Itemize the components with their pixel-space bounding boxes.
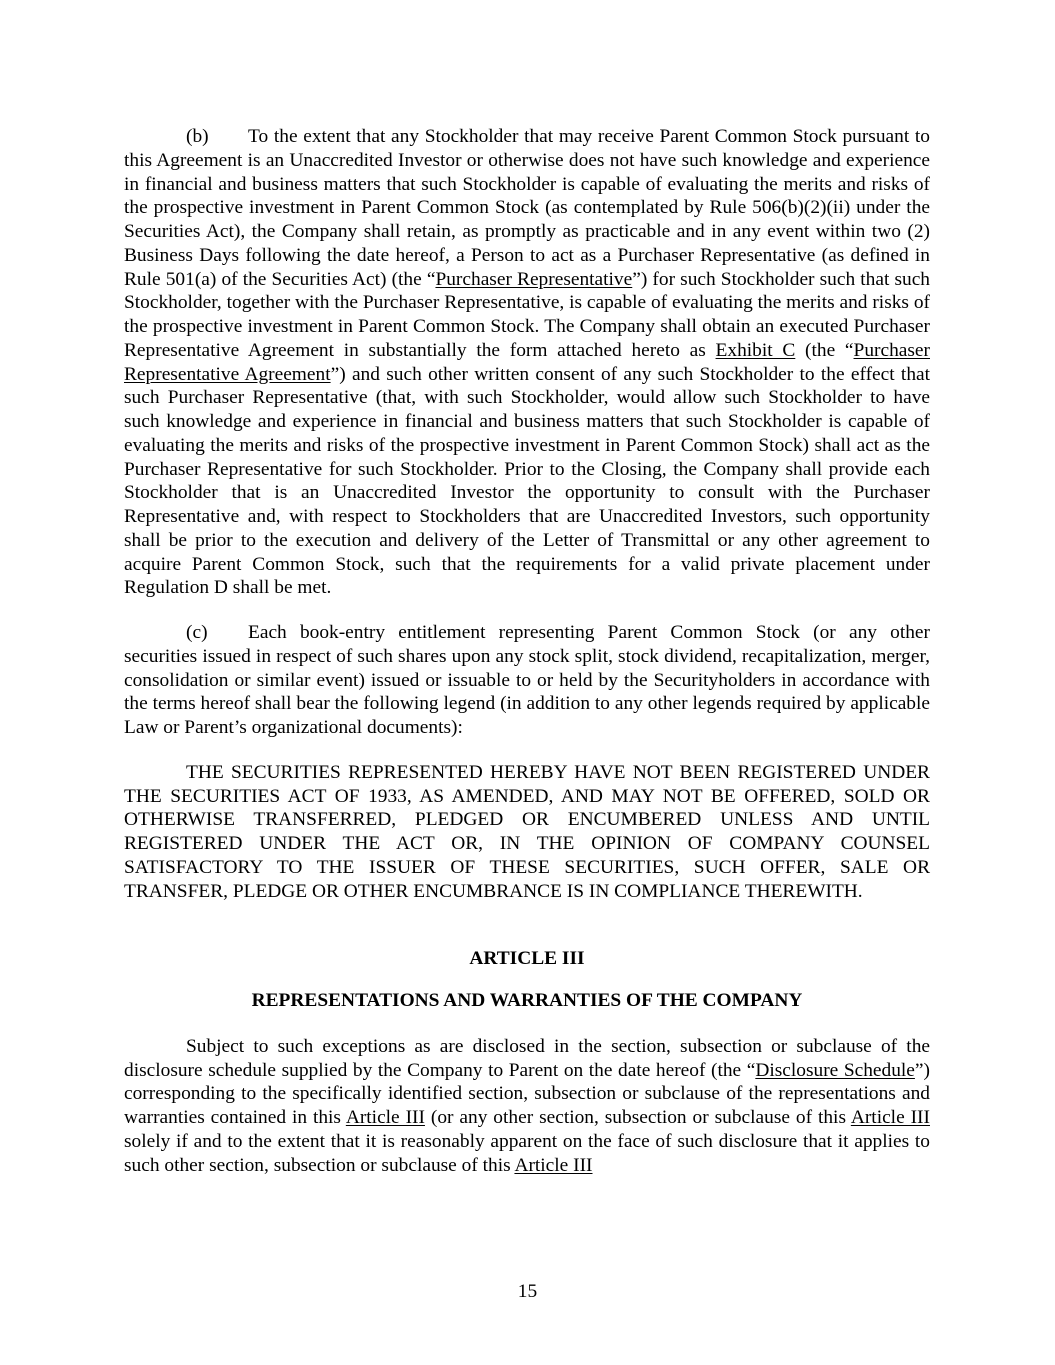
paragraph-b-label: (b) — [186, 126, 209, 147]
article-intro-paragraph — [124, 1035, 930, 1178]
paragraph-b-text-4: ”) and such other written consent of any such Stockholder to the effect that such Purchaser Representative (that, with such Stockholder, would allow such Stockholder to have such knowledge and experience in financial and business matters that such Stockholder is capable of evaluating the merits and risks of the prospective investment in Parent Common Stock) shall act as the Purchaser Representative for such Stockholder. Prior to the Closing, the Company shall provide each Stockholder that is an Unaccredited Investor the opportunity to consult with the Purchaser Representative and, with respect to Stockholders that are Unaccredited Investors, such opportunity shall be prior to the execution and delivery of the Letter of Transmittal or any other agreement to acquire Parent Common Stock, such that the requirements for a valid private placement under Regulation D shall be met. — [124, 363, 931, 599]
paragraph-b — [124, 125, 930, 600]
page-number: 15 — [517, 1281, 538, 1302]
securities-legend-text: THE SECURITIES REPRESENTED HEREBY HAVE NOT BEEN REGISTERED UNDER THE SECURITIES ACT OF 1933, AS AMENDED, AND MAY NOT BE OFFERED, SOLD OR OTHERWISE TRANSFERRED, PLEDGED OR ENCUMBERED UNLESS AND UNTIL REGISTERED UNDER THE ACT OR, IN THE OPINION OF COMPANY COUNSEL SATISFACTORY TO THE ISSUER OF THESE SECURITIES, SUCH OFFER, SALE OR TRANSFER, PLEDGE OR OTHER ENCUMBRANCE IS IN COMPLIANCE THEREWITH. — [124, 761, 930, 902]
exhibit-c-reference: Exhibit C — [715, 339, 796, 361]
article-iii-reference: Article III — [850, 1107, 930, 1128]
paragraph-b-text-3: (the “ — [795, 339, 854, 361]
article-iii-reference: Article III — [514, 1154, 593, 1176]
purchaser-representative-term: Purchaser Representative — [435, 268, 633, 290]
intro-text-4: solely if and to the extent that it is reasonably apparent on the face of such disclosure that it applies to such other section, subsection or subclause of this — [124, 1130, 930, 1176]
disclosure-schedule-term: Disclosure Schedule — [755, 1059, 915, 1081]
document-page — [124, 125, 930, 1177]
paragraph-c-label: (c) — [186, 622, 208, 643]
article-heading: ARTICLE III — [469, 948, 585, 970]
intro-text-1: Subject to such exceptions as are disclosed in the section, subsection or subclause of the disclosure schedule supplied by the Company to Parent on the date hereof (the “ — [124, 1035, 930, 1081]
paragraph-c — [124, 621, 930, 740]
intro-text-3: (or any other section, subsection or subclause of this — [424, 1107, 851, 1128]
article-iii-reference: Article III — [345, 1107, 425, 1128]
paragraph-b-text-2: ”) for such Stockholder such that such Stockholder, together with the Purchaser Representative, is capable of evaluating the merits and risks of the prospective investment in Parent Common Stock. The Company shall obtain an executed Purchaser Representative Agreement in substantially the form attached hereto as — [124, 268, 931, 361]
paragraph-c-text: Each book-entry entitlement representing Parent Common Stock (or any other securities issued in respect of such shares upon any stock split, stock dividend, recapitalization, merger, consolidation or similar event) issued or issuable to or held by the Securityholders in accordance with the terms hereof shall bear the following legend (in addition to any other legends required by applicable Law or Parent’s organizational documents): — [124, 622, 930, 738]
intro-text-2: ”) corresponding to the specifically identified section, subsection or subclause of the representations and warranties contained in this — [124, 1059, 930, 1128]
securities-legend — [124, 761, 930, 904]
paragraph-b-text-1: To the extent that any Stockholder that may receive Parent Common Stock pursuant to this Agreement is an Unaccredited Investor or otherwise does not have such knowledge and experience in financial and business matters that such Stockholder is capable of evaluating the merits and risks of the prospective investment in Parent Common Stock (as contemplated by Rule 506(b)(2)(ii) under the Securities Act), the Company shall retain, as promptly as practicable and in any event within two (2) Business Days following the date hereof, a Person to act as a Purchaser Representative (as defined in Rule 501(a) of the Securities Act) (the “ — [124, 126, 930, 290]
purchaser-representative-agreement-term: Purchaser Representative Agreement — [124, 339, 930, 385]
article-subheading: REPRESENTATIONS AND WARRANTIES OF THE COMPANY — [251, 990, 803, 1011]
